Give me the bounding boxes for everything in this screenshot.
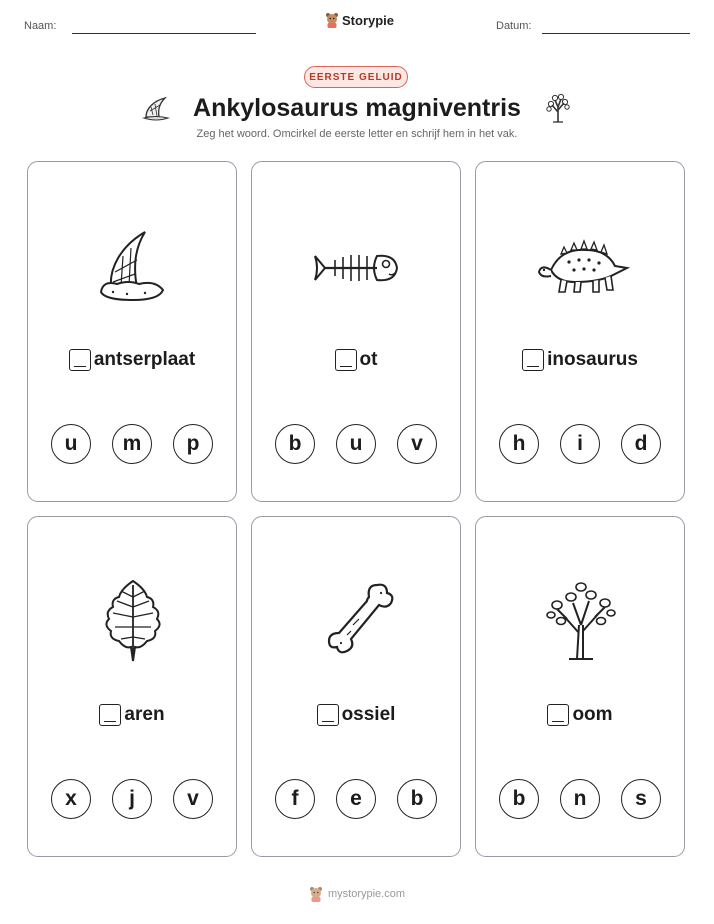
word-ending: oom [572, 704, 613, 725]
date-label: Datum: [496, 20, 532, 32]
letter-choice[interactable]: p [173, 424, 213, 464]
ankylosaurus-icon [531, 220, 631, 310]
title-row [0, 90, 714, 126]
letter-choices [476, 424, 684, 464]
instruction-text: Zeg het woord. Omcirkel de eerste letter en schrijf hem in het vak. [196, 128, 518, 140]
letter-choice[interactable]: v [173, 779, 213, 819]
answer-box[interactable] [522, 349, 544, 371]
claw-fossil-icon [141, 93, 171, 123]
letter-choices [28, 779, 236, 819]
word-with-blank [28, 704, 236, 726]
letter-choice[interactable]: x [51, 779, 91, 819]
letter-choice[interactable]: i [560, 424, 600, 464]
word-card [27, 516, 237, 857]
answer-box[interactable] [335, 349, 357, 371]
letter-choice[interactable]: f [275, 779, 315, 819]
word-with-blank [252, 349, 460, 371]
word-card [251, 161, 461, 502]
date-field[interactable] [542, 33, 690, 34]
leaf-icon [83, 575, 183, 665]
word-with-blank [28, 349, 236, 371]
letter-choice[interactable]: u [51, 424, 91, 464]
brand-name: Storypie [342, 12, 395, 28]
word-ending: ot [359, 349, 378, 370]
page-title: Ankylosaurus magniventris [193, 93, 521, 122]
letter-choice[interactable]: u [336, 424, 376, 464]
first-sound-badge: EERSTE GELUID [304, 66, 408, 88]
footer-url[interactable]: mystorypie.com [327, 888, 406, 900]
letter-choice[interactable]: b [397, 779, 437, 819]
letter-choice[interactable]: v [397, 424, 437, 464]
word-with-blank [252, 704, 460, 726]
word-ending: aren [124, 704, 165, 725]
brand-logo [325, 12, 394, 28]
word-ending: ossiel [341, 704, 396, 725]
word-card [475, 161, 685, 502]
answer-box[interactable] [317, 704, 339, 726]
name-label: Naam: [24, 20, 57, 32]
letter-choices [252, 424, 460, 464]
word-card [475, 516, 685, 857]
letter-choice[interactable]: j [112, 779, 152, 819]
letter-choice[interactable]: b [275, 424, 315, 464]
storypie-mascot-icon [325, 12, 339, 28]
claw-fossil-icon [83, 220, 183, 310]
letter-choices [476, 779, 684, 819]
footer [0, 886, 714, 902]
tree-icon [543, 92, 573, 124]
storypie-mascot-icon [309, 886, 323, 902]
letter-choices [28, 424, 236, 464]
word-ending: antserplaat [93, 349, 196, 370]
letter-choice[interactable]: s [621, 779, 661, 819]
word-with-blank [476, 349, 684, 371]
letter-choice[interactable]: n [560, 779, 600, 819]
fish-skeleton-icon [307, 220, 407, 310]
word-card [251, 516, 461, 857]
answer-box[interactable] [99, 704, 121, 726]
word-card [27, 161, 237, 502]
word-with-blank [476, 704, 684, 726]
answer-box[interactable] [69, 349, 91, 371]
word-ending: inosaurus [547, 349, 638, 370]
letter-choice[interactable]: b [499, 779, 539, 819]
letter-choice[interactable]: d [621, 424, 661, 464]
tree-icon [531, 575, 631, 665]
letter-choice[interactable]: m [112, 424, 152, 464]
letter-choices [252, 779, 460, 819]
answer-box[interactable] [547, 704, 569, 726]
name-field[interactable] [72, 33, 256, 34]
letter-choice[interactable]: h [499, 424, 539, 464]
letter-choice[interactable]: e [336, 779, 376, 819]
bone-icon [307, 575, 407, 665]
